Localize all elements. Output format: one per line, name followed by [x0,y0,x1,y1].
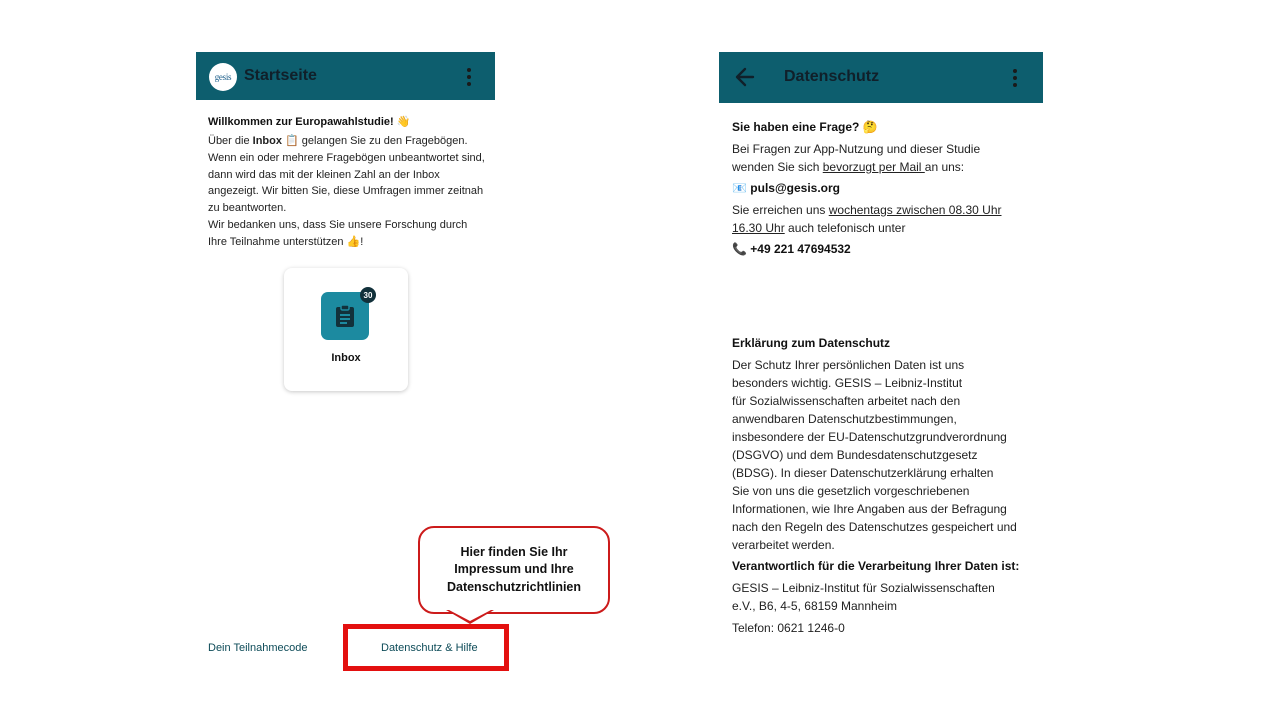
privacy-text-line: Informationen, wie Ihre Angaben aus der Befragung [732,502,1007,516]
more-options-icon[interactable] [467,68,471,86]
page-title: Datenschutz [784,68,880,85]
participation-code-link[interactable]: Dein Teilnahmecode [208,642,308,654]
phone-row[interactable] [732,240,1037,258]
back-arrow-icon[interactable] [735,66,755,88]
privacy-text-line: anwendbaren Datenschutzbestimmungen, [732,412,957,426]
reach-line-2: 16.30 Uhr auch telefonisch unter [732,221,906,235]
phone-icon: 📞 [732,242,747,256]
question-line-2: wenden Sie sich bevorzugt per Mail an uns: [732,160,965,174]
page-title: Startseite [244,67,317,84]
more-options-icon[interactable] [1013,69,1017,87]
responsible-line-2: e.V., B6, 4-5, 68159 Mannheim [732,599,897,613]
privacy-screen [719,52,1043,652]
privacy-help-link[interactable]: Datenschutz & Hilfe [381,642,478,654]
phone-number[interactable]: +49 221 47694532 [750,242,851,256]
inbox-label: Inbox [331,352,361,364]
thanks-text: Wir bedanken uns, dass Sie unsere Forschung durch Ihre Teilnahme unterstützen 👍! [208,219,468,248]
gesis-logo: gesis [209,63,237,91]
app-bar [719,52,1043,103]
email-row[interactable] [732,179,1037,197]
privacy-text-line: besonders wichtig. GESIS – Leibniz-Institut [732,376,963,390]
reach-line-1: Sie erreichen uns wochentags zwischen 08.30 Uhr [732,203,1002,217]
responsible-title: Verantwortlich für die Verarbeitung Ihrer Daten ist: [732,559,1020,573]
privacy-text-line: (BDSG). In dieser Datenschutzerklärung erhalten [732,466,994,480]
email-icon: 📧 [732,181,747,195]
privacy-text-line: verarbeitet werden. [732,538,835,552]
question-title: Sie haben eine Frage? 🤔 [732,120,878,134]
privacy-text-line: Der Schutz Ihrer persönlichen Daten ist uns [732,358,965,372]
email-address[interactable]: puls@gesis.org [750,181,841,195]
question-line-1: Bei Fragen zur App-Nutzung und dieser Studie [732,142,981,156]
privacy-text-line: für Sozialwissenschaften arbeitet nach den [732,394,961,408]
privacy-text-line: Sie von uns die gesetzlich vorgeschriebenen [732,484,970,498]
callout-bubble: Hier finden Sie Ihr Impressum und Ihre Datenschutzrichtlinien [418,526,610,614]
unanswered-count-badge: 30 [360,287,376,303]
inbox-word: Inbox [252,135,282,147]
highlight-frame [343,624,509,671]
privacy-title: Erklärung zum Datenschutz [732,336,891,350]
inbox-explanation: Über die Inbox 📋 gelangen Sie zu den Fragebögen. Wenn ein oder mehrere Fragebögen unbeantwortet sind, dann wird das mit der kleinen Zahl an der Inbox angezeigt. Wir bitten Sie, diese Umfragen immer zeitnah zu beantworten. [208,135,485,215]
responsible-line-1: GESIS – Leibniz-Institut für Sozialwissenschaften [732,581,995,595]
privacy-text-line: insbesondere der EU-Datenschutzgrundverordnung [732,430,1007,444]
app-bar [196,52,495,100]
privacy-text-line: nach den Regeln des Datenschutzes gespeichert und [732,520,1017,534]
welcome-title: Willkommen zur Europawahlstudie! 👋 [208,116,411,128]
privacy-text-line: (DSGVO) und dem Bundesdatenschutzgesetz [732,448,978,462]
inbox-button[interactable] [284,268,408,391]
telefon-line: Telefon: 0621 1246-0 [732,621,845,635]
